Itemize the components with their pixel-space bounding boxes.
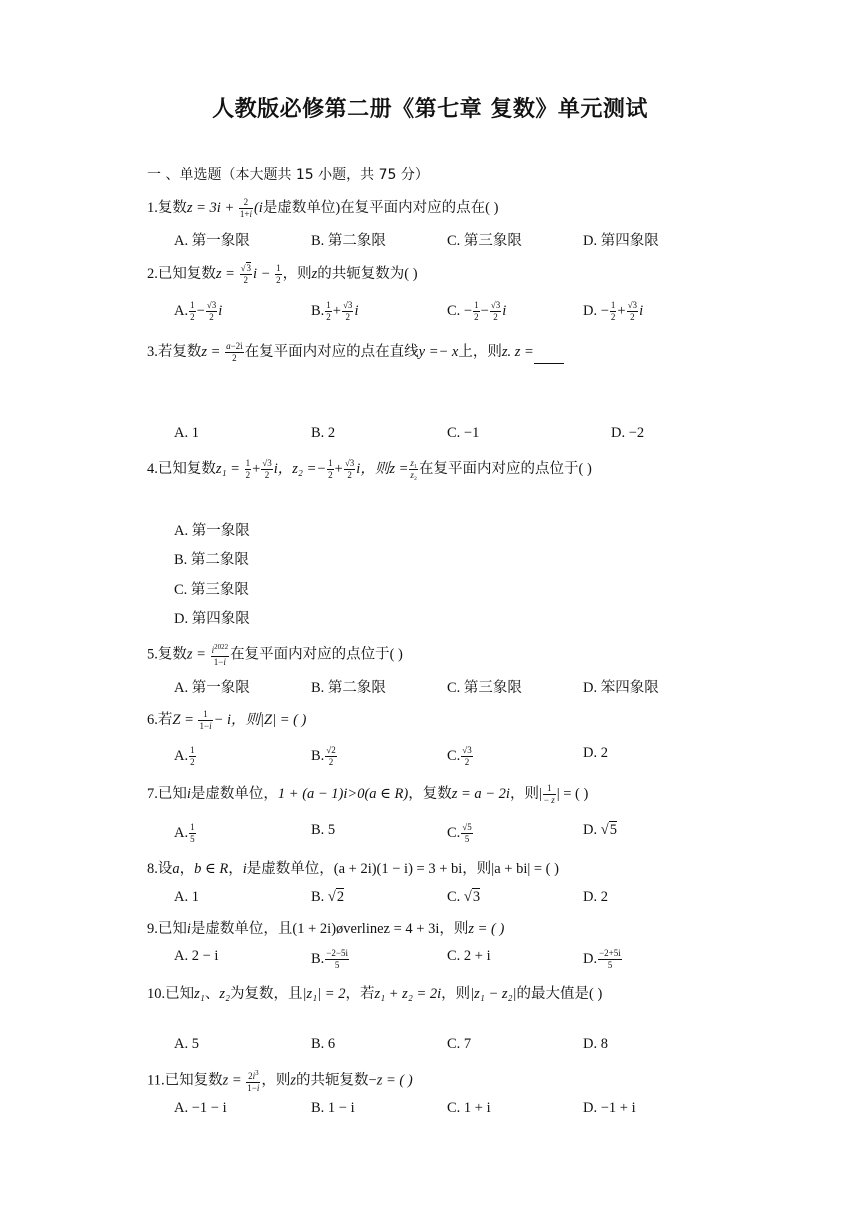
question-7: 7.已知i是虚数单位，1 + (a − 1)i>0(a ∈ R)，复数z = a − 2i，则| $\frac{1}{- z}$ | = ( ) (147, 783, 589, 806)
question-10-options (0, 1036, 860, 1060)
option-d[interactable]: D. − $\frac{1}{2}$ + $\frac{√3}{2}$ i (583, 300, 644, 322)
option-c[interactable]: C. −1 (447, 425, 480, 441)
option-b[interactable]: B. √2 (311, 889, 345, 905)
question-6-options (0, 745, 860, 769)
question-5: 5.复数z = $\frac{i^{2022}}{1-i}$ 在复平面内对应的点位于( ) (147, 643, 403, 667)
option-d[interactable]: D. 2 (583, 889, 608, 905)
question-1-options (0, 229, 860, 253)
question-2: 2.已知复数z = $\frac{√3}{2}$ i − $\frac{1}{2}$ ，则z的共轭复数为( ) (147, 263, 418, 286)
option-a[interactable]: A. 1 (174, 425, 199, 441)
option-d[interactable]: D. $\frac{-2+5i}{5}$ (583, 948, 621, 970)
document-title: 人教版必修第二册《第七章 复数》单元测试 (212, 97, 648, 122)
option-a[interactable]: A. 第一象限 (174, 233, 250, 249)
option-b[interactable]: B. 1 − i (311, 1100, 355, 1116)
option-a[interactable]: A. 第一象限 (174, 680, 250, 696)
option-d[interactable]: D. −1 + i (583, 1100, 636, 1116)
option-b[interactable]: B. $\frac{√2}{2}$ (311, 745, 336, 767)
option-d[interactable]: D. 笨四象限 (583, 680, 659, 696)
question-7-options (0, 822, 860, 846)
option-b[interactable]: B. $\frac{-2-5i}{5}$ (311, 948, 348, 970)
option-b[interactable]: B. 2 (311, 425, 336, 441)
option-c[interactable]: C. − $\frac{1}{2}$ − $\frac{√3}{2}$ i (447, 300, 507, 322)
question-9: 9.已知i是虚数单位，且(1 + 2i)øverlinez = 4 + 3i，则z = ( ) (147, 921, 505, 937)
option-c[interactable]: C. $\frac{√3}{2}$ (447, 745, 472, 767)
option-c[interactable]: C. 第三象限 (174, 582, 249, 598)
question-3-options (0, 425, 860, 449)
option-a[interactable]: A. 第一象限 (174, 523, 250, 539)
question-8-options (0, 889, 860, 913)
option-c[interactable]: C. 2 + i (447, 948, 491, 964)
option-d[interactable]: D. 第四象限 (174, 611, 250, 627)
option-d[interactable]: D. −2 (611, 425, 645, 441)
option-a[interactable]: A. 2 − i (174, 948, 219, 964)
option-b[interactable]: B. 6 (311, 1036, 336, 1052)
option-d[interactable]: D. 8 (583, 1036, 608, 1052)
option-b[interactable]: B. 第二象限 (311, 680, 386, 696)
question-11-options (0, 1100, 860, 1124)
option-a[interactable]: A. 1 (174, 889, 199, 905)
option-d[interactable]: D. 第四象限 (583, 233, 659, 249)
question-1: 1.复数z = 3i + $\frac{2}{1+i}$ (i是虚数单位)在复平面内对应的点在( ) (147, 197, 499, 220)
answer-blank[interactable] (534, 349, 564, 364)
option-b[interactable]: B. 第二象限 (311, 233, 386, 249)
option-c[interactable]: C. 第三象限 (447, 680, 522, 696)
option-c[interactable]: C. 7 (447, 1036, 472, 1052)
option-a[interactable]: A. −1 − i (174, 1100, 227, 1116)
option-b[interactable]: B. $\frac{1}{2}$ + $\frac{√3}{2}$ i (311, 300, 359, 322)
question-8: 8.设a，b ∈ R，i是虚数单位，(a + 2i)(1 − i) = 3 + bi，则|a + bi| = ( ) (147, 861, 559, 877)
option-d[interactable]: D. √5 (583, 822, 617, 838)
question-3: 3.若复数z = $\frac{a-2i}{2}$ 在复平面内对应的点在直线y =− x上，则z. z = (147, 340, 564, 364)
option-b[interactable]: B. 第二象限 (174, 552, 249, 568)
option-b[interactable]: B. 5 (311, 822, 336, 838)
option-a[interactable]: A. $\frac{1}{2}$ − $\frac{√3}{2}$ i (174, 300, 223, 322)
option-c[interactable]: C. √3 (447, 889, 481, 905)
question-10: 10.已知z₁、z₂为复数，且|z₁| = 2，若z₁ + z₂ = 2i，则|z₁ − z₂|的最大值是( ) (147, 986, 603, 1002)
option-a[interactable]: A. 5 (174, 1036, 199, 1052)
question-11: 11.已知复数z = $\frac{2i^3}{1-i}$ ，则z的共轭复数−z = ( ) (147, 1069, 413, 1093)
option-a[interactable]: A. $\frac{1}{5}$ (174, 822, 195, 844)
question-5-options (0, 676, 860, 700)
question-6: 6.若Z = $\frac{1}{1-i}$ − i，则|Z| = ( ) (147, 709, 307, 732)
option-a[interactable]: A. $\frac{1}{2}$ (174, 745, 195, 767)
option-d[interactable]: D. 2 (583, 745, 608, 761)
question-2-options (0, 300, 860, 324)
question-4: 4.已知复数z₁ = $\frac{1}{2}$ + $\frac{√3}{2}$ i，z₂ =− $\frac{1}{2}$ + $\frac{√3}{2}$ i，则z = $\frac{\text{z₁}}{\text{z₂}}$ 在复平面内对应的点位于( ) (147, 458, 592, 481)
section-heading: 一 、单选题（本大题共 15 小题，共 75 分） (147, 167, 429, 183)
option-c[interactable]: C. $\frac{√5}{5}$ (447, 822, 472, 844)
question-9-options (0, 948, 860, 972)
option-c[interactable]: C. 第三象限 (447, 233, 522, 249)
option-c[interactable]: C. 1 + i (447, 1100, 491, 1116)
